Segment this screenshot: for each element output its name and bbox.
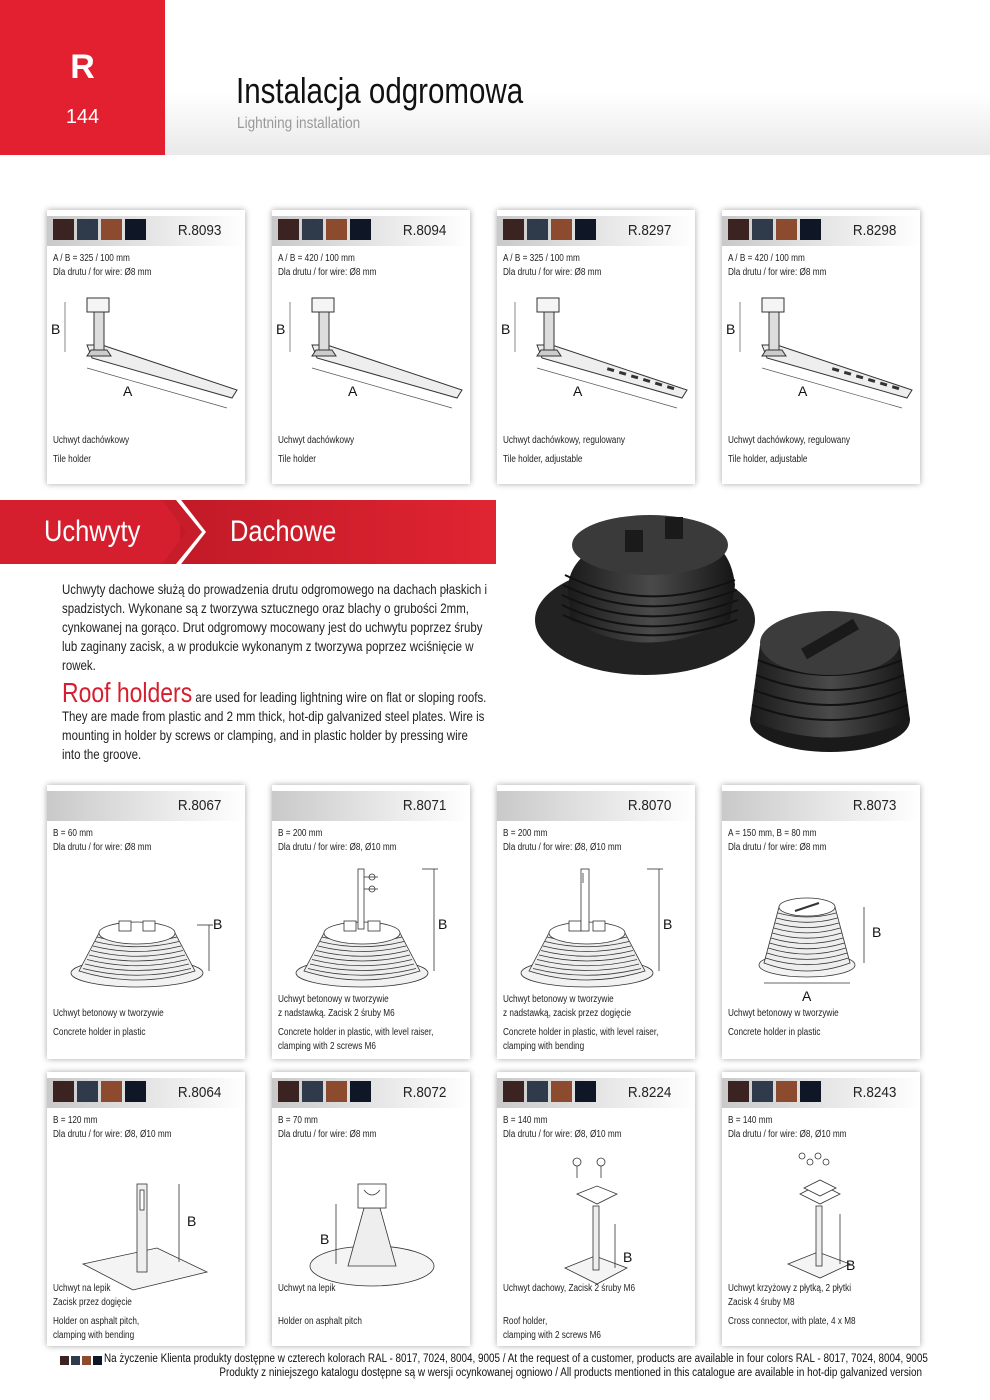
color-swatches — [503, 219, 596, 240]
product-dimensions: B = 60 mm — [53, 828, 93, 839]
product-dimensions: B = 140 mm — [503, 1115, 548, 1126]
color-swatch — [551, 1081, 572, 1102]
color-swatches — [53, 1081, 146, 1102]
product-illustration — [47, 290, 245, 415]
roof-holder-drawing — [722, 1144, 920, 1304]
product-dimensions: B = 140 mm — [728, 1115, 773, 1126]
color-swatches — [53, 219, 146, 240]
banner-chevron-icon — [160, 496, 210, 568]
tile-holder-drawing — [722, 290, 920, 410]
product-wire-size: Dla drutu / for wire: Ø8 mm — [278, 267, 377, 278]
product-code: R.8297 — [627, 222, 671, 239]
product-wire-size: Dla drutu / for wire: Ø8 mm — [503, 267, 602, 278]
product-description-en-2: clamping with bending — [503, 1041, 585, 1052]
product-illustration — [722, 855, 920, 1010]
product-description-pl: Uchwyt dachówkowy, regulowany — [728, 435, 851, 446]
product-description-pl: Uchwyt dachowy, Zacisk 2 śruby M6 — [503, 1283, 636, 1294]
color-swatch — [503, 1081, 524, 1102]
product-card-r8073 — [722, 785, 920, 1059]
color-swatch — [326, 1081, 347, 1102]
product-dimensions: A / B = 420 / 100 mm — [278, 253, 355, 264]
product-description-en: Concrete holder in plastic — [53, 1027, 146, 1038]
card-header — [497, 216, 695, 246]
product-card-r8067 — [47, 785, 245, 1059]
product-description-en: Tile holder — [53, 454, 91, 465]
intro-text-en — [62, 677, 488, 764]
footer-note-colors: Na życzenie Klienta produkty dostępne w czterech kolorach RAL - 8017, 7024, 8004, 9005 / At the request of a customer, products are available in four colors RAL - 8017, 7024, 8004, 9005 — [104, 1353, 928, 1365]
page-subtitle: Lightning installation — [237, 115, 361, 132]
product-card-r8298 — [722, 210, 920, 484]
card-header — [272, 791, 470, 821]
product-card-r8093 — [47, 210, 245, 484]
product-description-en: Concrete holder in plastic, with level raiser, — [503, 1027, 659, 1038]
card-header — [722, 216, 920, 246]
color-swatches — [503, 1081, 596, 1102]
product-illustration — [497, 290, 695, 415]
product-description-en-2: clamping with bending — [53, 1330, 135, 1341]
product-description-en-2: clamping with 2 screws M6 — [503, 1330, 601, 1341]
product-wire-size: Dla drutu / for wire: Ø8 mm — [278, 1129, 377, 1140]
product-code: R.8071 — [402, 797, 446, 814]
color-swatch — [278, 219, 299, 240]
card-header — [47, 791, 245, 821]
product-description-pl: Uchwyt betonowy w tworzywie — [728, 1008, 839, 1019]
concrete-holder-drawing — [722, 855, 920, 1005]
product-description-pl: Uchwyt dachówkowy — [278, 435, 355, 446]
color-swatch — [302, 219, 323, 240]
product-dimensions: B = 200 mm — [503, 828, 548, 839]
swatch-8017 — [60, 1356, 69, 1365]
color-swatch — [53, 219, 74, 240]
product-description-pl-2: z nadstawką, zacisk przez dogięcie — [503, 1008, 632, 1019]
color-swatch — [575, 1081, 596, 1102]
product-illustration — [47, 855, 245, 1010]
concrete-holder-drawing — [47, 855, 245, 1005]
color-swatch — [776, 1081, 797, 1102]
product-description-en: Tile holder, adjustable — [503, 454, 583, 465]
product-dimensions: B = 70 mm — [278, 1115, 318, 1126]
dimension-b-label: B — [187, 1213, 197, 1229]
banner-right — [180, 500, 496, 564]
color-swatch — [800, 219, 821, 240]
section-letter: R — [70, 48, 95, 86]
intro-text-en-rest: are used for leading lightning wire on flat or sloping roofs. They are made from plastic and 2 mm thick, hot-dip galvanized steel plates. Wire is mounting in holder by screws or clamping, and in plastic holder by pressing wire into the groove. — [62, 689, 487, 762]
product-card-r8070 — [497, 785, 695, 1059]
roof-holder-photo — [530, 505, 910, 765]
dimension-a-label: A — [348, 383, 358, 399]
product-card-r8072 — [272, 1072, 470, 1346]
product-wire-size: Dla drutu / for wire: Ø8, Ø10 mm — [728, 1129, 847, 1140]
product-card-r8094 — [272, 210, 470, 484]
card-header — [47, 216, 245, 246]
roof-holder-drawing — [272, 1144, 470, 1304]
dimension-b-label: B — [276, 321, 286, 337]
dimension-b-label: B — [320, 1231, 330, 1247]
footer-swatches — [60, 1356, 102, 1365]
color-swatch — [575, 219, 596, 240]
color-swatch — [350, 219, 371, 240]
product-card-r8064 — [47, 1072, 245, 1346]
dimension-b-label: B — [726, 321, 736, 337]
swatch-9005 — [93, 1356, 102, 1365]
product-illustration — [272, 855, 470, 1010]
product-illustration — [272, 290, 470, 415]
product-description-en: Tile holder, adjustable — [728, 454, 808, 465]
dimension-a-label: A — [123, 383, 133, 399]
dimension-b-label: B — [623, 1249, 633, 1265]
product-illustration — [722, 290, 920, 415]
banner-title-en: Dachowe — [230, 515, 337, 548]
card-header — [272, 216, 470, 246]
product-description-en: Cross connector, with plate, 4 x M8 — [728, 1316, 856, 1327]
concrete-holder-drawing — [272, 855, 470, 1005]
tile-holder-drawing — [47, 290, 245, 410]
product-illustration — [497, 855, 695, 1010]
product-code: R.8064 — [177, 1084, 221, 1101]
color-swatch — [776, 219, 797, 240]
product-card-r8071 — [272, 785, 470, 1059]
color-swatches — [278, 219, 371, 240]
card-header — [722, 1078, 920, 1108]
color-swatch — [728, 219, 749, 240]
product-description-pl: Uchwyt dachówkowy — [53, 435, 130, 446]
product-dimensions: A = 150 mm, B = 80 mm — [728, 828, 817, 839]
dimension-b-label: B — [501, 321, 511, 337]
product-description-pl: Uchwyt krzyżowy z płytką, 2 płytki — [728, 1283, 852, 1294]
product-dimensions: B = 200 mm — [278, 828, 323, 839]
color-swatch — [125, 219, 146, 240]
dimension-a-label: A — [573, 383, 583, 399]
product-description-en: Concrete holder in plastic, with level raiser, — [278, 1027, 434, 1038]
color-swatch — [350, 1081, 371, 1102]
color-swatch — [101, 1081, 122, 1102]
product-code: R.8298 — [852, 222, 896, 239]
color-swatch — [302, 1081, 323, 1102]
banner-title-pl: Uchwyty — [44, 515, 141, 548]
product-description-pl-2: Zacisk przez dogięcie — [53, 1297, 132, 1308]
color-swatch — [503, 219, 524, 240]
dimension-b-label: B — [663, 916, 673, 932]
roof-holder-drawing — [497, 1144, 695, 1304]
card-header — [272, 1078, 470, 1108]
product-wire-size: Dla drutu / for wire: Ø8, Ø10 mm — [503, 842, 622, 853]
page-title: Instalacja odgromowa — [236, 70, 524, 111]
product-dimensions: A / B = 325 / 100 mm — [503, 253, 580, 264]
product-card-r8224 — [497, 1072, 695, 1346]
color-swatch — [53, 1081, 74, 1102]
product-code: R.8072 — [402, 1084, 446, 1101]
card-header — [47, 1078, 245, 1108]
swatch-8004 — [82, 1356, 91, 1365]
color-swatch — [125, 1081, 146, 1102]
product-wire-size: Dla drutu / for wire: Ø8 mm — [53, 267, 152, 278]
swatch-7024 — [71, 1356, 80, 1365]
product-code: R.8073 — [852, 797, 896, 814]
product-dimensions: A / B = 420 / 100 mm — [728, 253, 805, 264]
product-wire-size: Dla drutu / for wire: Ø8 mm — [728, 842, 827, 853]
roof-holder-drawing — [47, 1144, 245, 1304]
product-wire-size: Dla drutu / for wire: Ø8 mm — [53, 842, 152, 853]
tile-holder-drawing — [272, 290, 470, 410]
color-swatch — [527, 1081, 548, 1102]
tile-holder-drawing — [497, 290, 695, 410]
color-swatch — [527, 219, 548, 240]
section-tab — [0, 0, 165, 155]
color-swatch — [800, 1081, 821, 1102]
color-swatches — [728, 219, 821, 240]
product-description-en: Concrete holder in plastic — [728, 1027, 821, 1038]
dimension-b-label: B — [51, 321, 61, 337]
product-description-en: Roof holder, — [503, 1316, 548, 1327]
page-number: 144 — [65, 106, 100, 128]
card-header — [497, 1078, 695, 1108]
product-code: R.8070 — [627, 797, 671, 814]
product-code: R.8224 — [627, 1084, 671, 1101]
concrete-holder-drawing — [497, 855, 695, 1005]
product-description-pl: Uchwyt na lepik — [53, 1283, 111, 1294]
product-description-pl: Uchwyt dachówkowy, regulowany — [503, 435, 626, 446]
dimension-b-label: B — [846, 1257, 856, 1273]
product-description-pl-2: z nadstawką. Zacisk 2 śruby M6 — [278, 1008, 395, 1019]
product-wire-size: Dla drutu / for wire: Ø8, Ø10 mm — [53, 1129, 172, 1140]
color-swatch — [326, 219, 347, 240]
color-swatch — [278, 1081, 299, 1102]
product-dimensions: A / B = 325 / 100 mm — [53, 253, 130, 264]
product-card-r8297 — [497, 210, 695, 484]
product-description-en: Tile holder — [278, 454, 316, 465]
color-swatch — [728, 1081, 749, 1102]
card-header — [722, 791, 920, 821]
color-swatch — [752, 219, 773, 240]
product-description-pl: Uchwyt na lepik — [278, 1283, 336, 1294]
color-swatch — [101, 219, 122, 240]
product-code: R.8094 — [402, 222, 446, 239]
intro-highlight: Roof holders — [62, 677, 193, 708]
color-swatch — [77, 1081, 98, 1102]
product-description-pl: Uchwyt betonowy w tworzywie — [53, 1008, 164, 1019]
product-dimensions: B = 120 mm — [53, 1115, 98, 1126]
product-card-r8243 — [722, 1072, 920, 1346]
product-wire-size: Dla drutu / for wire: Ø8 mm — [728, 267, 827, 278]
intro-text-pl: Uchwyty dachowe służą do prowadzenia drutu odgromowego na dachach płaskich i spadzistych. Wykonane są z tworzywa sztucznego oraz blachy o grubości 2mm, cynkowanej na gorąco. Drut odgromowy mocowany jest do uchwytu poprzez śruby lub zaginany zacisk, a w produkcie wykonanym z tworzywa poprzez wciśnięcie w rowek. — [62, 581, 488, 673]
color-swatch — [551, 219, 572, 240]
product-description-pl-2: Zacisk 4 śruby M8 — [728, 1297, 795, 1308]
product-description-pl: Uchwyt betonowy w tworzywie — [503, 994, 614, 1005]
color-swatches — [728, 1081, 821, 1102]
footer-note-galvanized: Produkty z niniejszego katalogu dostępne są w wersji ocynkowanej ogniowo / All products mentioned in this catalogue are available in hot-dip galvanized version — [219, 1367, 922, 1379]
color-swatch — [77, 219, 98, 240]
card-header — [497, 791, 695, 821]
dimension-a-label: A — [798, 383, 808, 399]
dimension-b-label: B — [872, 924, 882, 940]
product-code: R.8243 — [852, 1084, 896, 1101]
product-code: R.8067 — [177, 797, 221, 814]
product-wire-size: Dla drutu / for wire: Ø8, Ø10 mm — [278, 842, 397, 853]
dimension-a-label: A — [802, 988, 812, 1004]
dimension-b-label: B — [438, 916, 448, 932]
color-swatches — [278, 1081, 371, 1102]
product-wire-size: Dla drutu / for wire: Ø8, Ø10 mm — [503, 1129, 622, 1140]
product-description-en: Holder on asphalt pitch — [278, 1316, 362, 1327]
dimension-b-label: B — [213, 916, 223, 932]
color-swatch — [752, 1081, 773, 1102]
product-description-pl: Uchwyt betonowy w tworzywie — [278, 994, 389, 1005]
product-description-en-2: clamping with 2 screws M6 — [278, 1041, 376, 1052]
product-code: R.8093 — [177, 222, 221, 239]
product-description-en: Holder on asphalt pitch, — [53, 1316, 140, 1327]
